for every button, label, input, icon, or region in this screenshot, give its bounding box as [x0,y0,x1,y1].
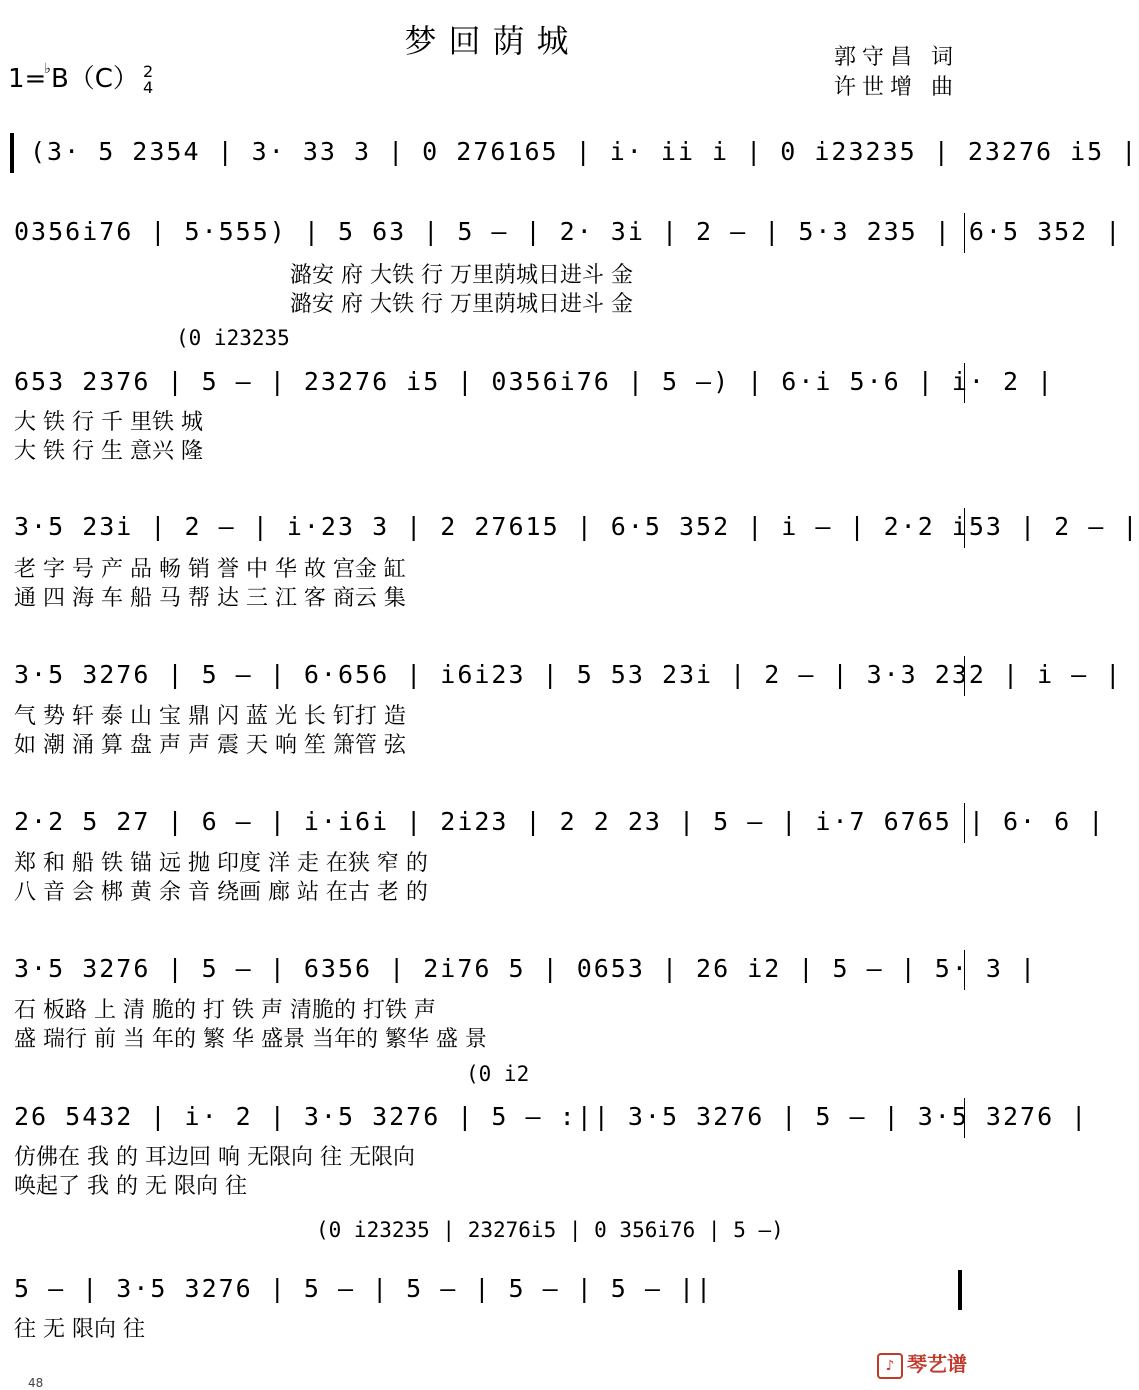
notes: 3·5 3276 | 5 — | 6·656 | i6i23 | 5 53 23i | 2 — | 3·3 232 | i — | [14,660,1123,689]
lyric-line: 八 音 会 梆 黄 余 音 绕画 廊 站 在古 老 的 [14,880,428,905]
lyric-line: 如 潮 涌 算 盘 声 声 震 天 响 笙 箫管 弦 [14,733,406,758]
time-signature [142,61,154,97]
score-row-9 [0,1262,985,1332]
lyric-line: 气 势 轩 泰 山 宝 鼎 闪 蓝 光 长 钉打 造 [14,704,406,729]
meter-top: 2 [142,61,154,81]
interlude-notes: (0 i23235 [176,326,290,350]
lyric-line: 潞安 府 大铁 行 万里荫城日进斗 金 [290,263,633,288]
notes: 3·5 23i | 2 — | i·23 3 | 2 27615 | 6·5 352 | i — | 2·2 i53 | 2 — | [14,512,1139,541]
interlude-notes: (0 i23235 | 23276i5 | 0 356i76 | 5 —) [316,1218,784,1242]
interlude-notes: (0 i2 [466,1062,530,1086]
notes: 26 5432 | i· 2 | 3·5 3276 | 5 — :|| 3·5 3276 | 5 — | 3·5 3276 | [14,1102,1089,1131]
logo-text: 琴艺谱 [907,1352,967,1376]
lyric-line: 通 四 海 车 船 马 帮 达 三 江 客 商云 集 [14,586,406,611]
lyric-line: 潞安 府 大铁 行 万里荫城日进斗 金 [290,292,633,317]
key-signature [8,58,153,96]
lyricist-credit: 郭守昌 词 [834,45,959,70]
notes: 3·5 3276 | 5 — | 6356 | 2i76 5 | 0653 | 26 i2 | 5 — | 5· 3 | [14,954,1038,983]
notes: 2·2 5 27 | 6 — | i·i6i | 2i23 | 2 2 23 | 5 — | i·7 6765 | 6· 6 | [14,807,1106,836]
notes: (3· 5 2354 | 3· 33 3 | 0 276165 | i· ii i | 0 i23235 | 23276 i5 | [30,137,1139,166]
brand-logo [877,1348,967,1379]
key-prefix: 1= [8,64,47,94]
page-title: 梦回荫城 [404,22,581,60]
lyric-line: 盛 瑞行 前 当 年的 繁 华 盛景 当年的 繁华 盛 景 [14,1027,487,1052]
key-tone: B（C） [50,64,139,94]
lyric-line: 郑 和 船 铁 锚 远 抛 印度 洋 走 在狭 窄 的 [14,851,428,876]
lyric-line: 大 铁 行 千 里铁 城 [14,410,203,435]
score-row-1 [0,125,1139,195]
notes: 653 2376 | 5 — | 23276 i5 | 0356i76 | 5 —) | 6·i 5·6 | i· 2 | [14,367,1055,396]
logo-icon: ♪ [877,1353,903,1379]
lyric-line: 石 板路 上 清 脆的 打 铁 声 清脆的 打铁 声 [14,998,436,1023]
meter-bottom: 4 [142,77,154,97]
composer-credit: 许世增 曲 [834,75,959,100]
lyric-line: 大 铁 行 生 意兴 隆 [14,439,203,464]
notes: 0356i76 | 5·555) | 5 63 | 5 — | 2· 3i | 2 — | 5·3 235 | 6·5 352 | [14,217,1123,246]
flat-sign: ♭ [44,61,51,78]
page-number: 48 [28,1376,44,1390]
lyric-line: 老 字 号 产 品 畅 销 誉 中 华 故 宫金 缸 [14,557,406,582]
notes: 5 — | 3·5 3276 | 5 — | 5 — | 5 — | 5 — || [14,1274,714,1303]
lyric-line: 往 无 限向 往 [14,1317,145,1342]
lyric-line: 唤起了 我 的 无 限向 往 [14,1174,247,1199]
lyric-line: 仿佛在 我 的 耳边回 响 无限向 往 无限向 [14,1145,415,1170]
